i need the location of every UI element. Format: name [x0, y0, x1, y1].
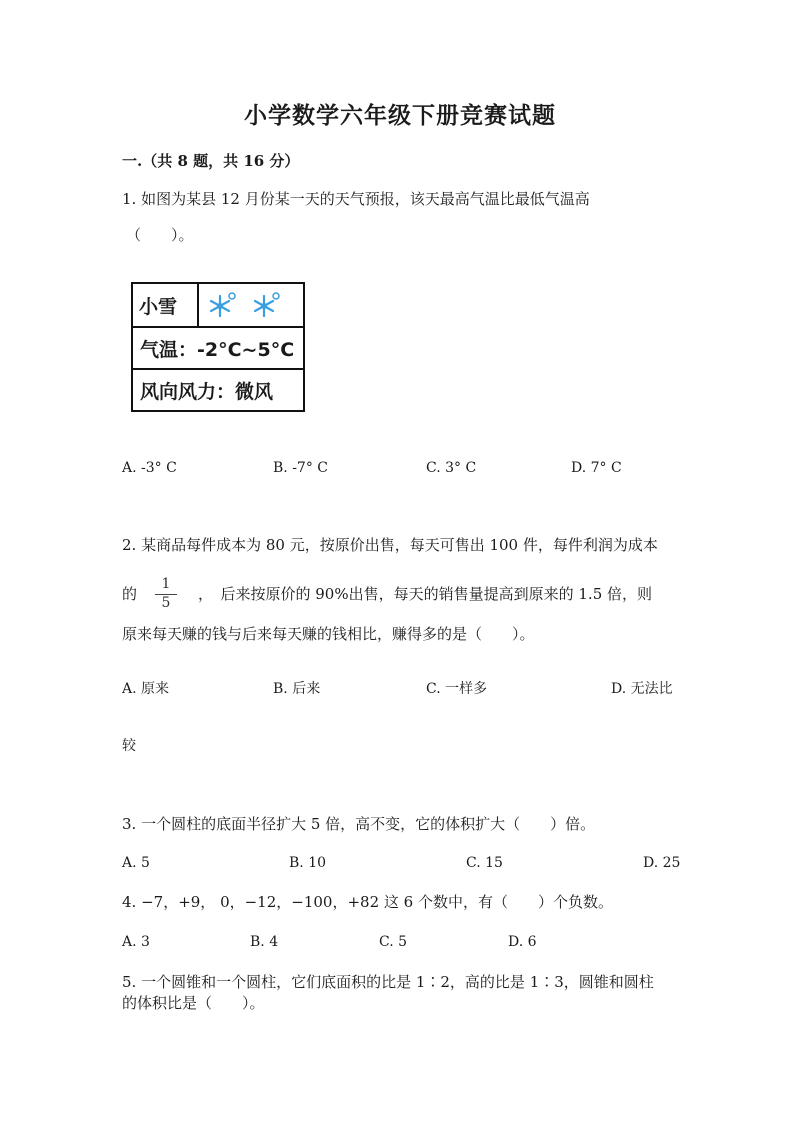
- snowflake-icon: [207, 291, 237, 319]
- q3-option-d[interactable]: D. 25: [643, 855, 681, 871]
- q4-text: 4. −7，+9， 0，−12，−100，+82 这 6 个数中，有（ ）个负数。: [122, 893, 613, 911]
- q3-text: 3. 一个圆柱的底面半径扩大 5 倍，高不变，它的体积扩大（ ）倍。: [122, 815, 596, 833]
- section-heading: 一.（共 8 题，共 16 分）: [122, 152, 300, 170]
- q1-option-b[interactable]: B. -7° C: [273, 460, 328, 476]
- q2-text-line3: 原来每天赚的钱与后来每天赚的钱相比，赚得多的是（ ）。: [122, 625, 535, 643]
- fraction-denominator: 5: [161, 595, 171, 611]
- q2-text-line2-pre: 的: [122, 585, 138, 603]
- q4-option-b[interactable]: B. 4: [250, 934, 279, 950]
- q5-text-line2: 的体积比是（ ）。: [122, 994, 265, 1012]
- weather-row-condition: [133, 284, 303, 328]
- q2-option-a[interactable]: A. 原来: [122, 681, 170, 697]
- q2-option-b[interactable]: B. 后来: [273, 681, 321, 697]
- weather-condition-label: 小雪: [133, 284, 199, 326]
- q3-option-b[interactable]: B. 10: [289, 855, 327, 871]
- q1-option-a[interactable]: A. -3° C: [122, 460, 177, 476]
- q1-text-line1: 1. 如图为某县 12 月份某一天的天气预报，该天最高气温比最低气温高: [122, 190, 590, 208]
- weather-row-wind: [133, 370, 303, 410]
- q2-option-c[interactable]: C. 一样多: [426, 681, 488, 697]
- q4-option-d[interactable]: D. 6: [508, 934, 537, 950]
- weather-wind: 风向风力：微风: [140, 380, 274, 403]
- q5-text-line1: 5. 一个圆锥和一个圆柱，它们底面积的比是 1∶2，高的比是 1∶3，圆锥和圆柱: [122, 973, 654, 991]
- weather-forecast-card: [131, 282, 305, 412]
- q1-option-c[interactable]: C. 3° C: [426, 460, 477, 476]
- q4-option-c[interactable]: C. 5: [379, 934, 408, 950]
- q2-fraction: [155, 576, 177, 612]
- q2-text-line2-post: ， 后来按原价的 90%出售，每天的销售量提高到原来的 1.5 倍，则: [198, 585, 653, 603]
- snowflake-icon: [251, 291, 281, 319]
- q3-option-c[interactable]: C. 15: [466, 855, 503, 871]
- page-title: 小学数学六年级下册竞赛试题: [244, 102, 556, 129]
- q2-option-d[interactable]: D. 无法比: [611, 681, 673, 697]
- q1-text-line2: （ ）。: [126, 226, 194, 244]
- weather-temperature: 气温：-2°C~5°C: [140, 338, 295, 361]
- q3-option-a[interactable]: A. 5: [122, 855, 150, 871]
- q1-option-d[interactable]: D. 7° C: [571, 460, 622, 476]
- q2-text-line1: 2. 某商品每件成本为 80 元，按原价出售，每天可售出 100 件，每件利润为成本: [122, 536, 658, 554]
- q4-option-a[interactable]: A. 3: [122, 934, 150, 950]
- weather-row-temperature: [133, 328, 303, 370]
- q2-option-d-wrap: 较: [122, 738, 136, 754]
- fraction-numerator: 1: [155, 576, 177, 595]
